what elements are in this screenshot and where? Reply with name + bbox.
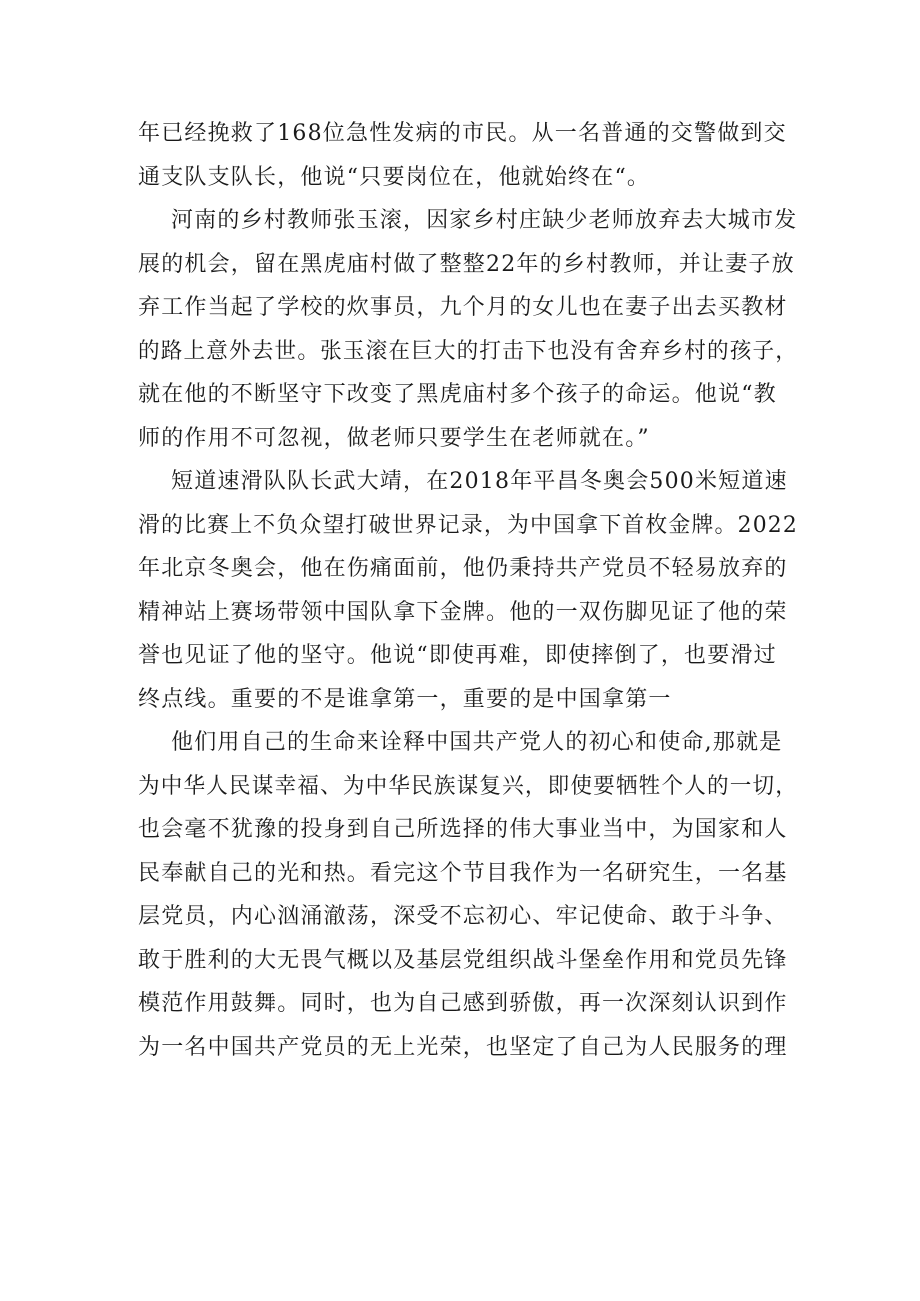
text-line: 也会毫不犹豫的投身到自己所选择的伟大事业当中，为国家和人 <box>138 817 788 842</box>
text-line: 为中华人民谋幸福、为中华民族谋复兴，即使要牺牲个人的一切， <box>138 773 799 799</box>
text-line: 的路上意外去世。张玉滚在巨大的打击下也没有舍弃乡村的孩子， <box>138 338 799 364</box>
text-line: 短道速滑队队长武大靖，在2018年平昌冬奥会500米短道速 <box>171 469 788 494</box>
text-line: 为一名中国共产党员的无上光荣，也坚定了自己为人民服务的理 <box>138 1034 788 1060</box>
text-line: 民奉献自己的光和热。看完这个节目我作为一名研究生，一名基 <box>138 860 788 886</box>
document-body <box>138 112 798 1069</box>
text-line: 通支队支队长，他说“只要岗位在，他就始终在“。 <box>138 164 651 190</box>
text-line: 展的机会，留在黑虎庙村做了整整22年的乡村教师，并让妻子放 <box>138 251 795 277</box>
text-line: 就在他的不断坚守下改变了黑虎庙村多个孩子的命运。他说“教 <box>138 382 777 407</box>
text-line: 层党员，内心汹涌澈荡，深受不忘初心、牢记使命、敢于斗争、 <box>138 904 788 929</box>
text-line: 他们用自己的生命来诠释中国共产党人的初心和使命,那就是 <box>171 730 783 755</box>
text-line: 誉也见证了他的坚守。他说“即使再难，即使摔倒了，也要滑过 <box>138 643 777 668</box>
text-line: 模范作用鼓舞。同时，也为自己感到骄傲，再一次深刻认识到作 <box>138 991 788 1016</box>
text-line: 弃工作当起了学校的炊事员，九个月的女儿也在妻子出去买教材 <box>138 295 788 320</box>
text-line: 河南的乡村教师张玉滚，因家乡村庄缺少老师放弃去大城市发 <box>171 208 798 233</box>
text-line: 精神站上赛场带领中国队拿下金牌。他的一双伤脚见证了他的荣 <box>138 599 788 625</box>
text-line: 年北京冬奥会，他在伤痛面前，他仍秉持共产党员不轻易放弃的 <box>138 556 788 581</box>
text-line: 年已经挽救了168位急性发病的市民。从一名普通的交警做到交 <box>138 121 787 146</box>
text-line: 敢于胜利的大无畏气概以及基层党组织战斗堡垒作用和党员先锋 <box>138 947 788 973</box>
text-line: 师的作用不可忽视，做老师只要学生在老师就在。” <box>138 425 650 451</box>
text-line: 滑的比赛上不负众望打破世界记录，为中国拿下首枚金牌。2022 <box>138 512 799 538</box>
text-line: 终点线。重要的不是谁拿第一，重要的是中国拿第一 <box>138 686 672 712</box>
